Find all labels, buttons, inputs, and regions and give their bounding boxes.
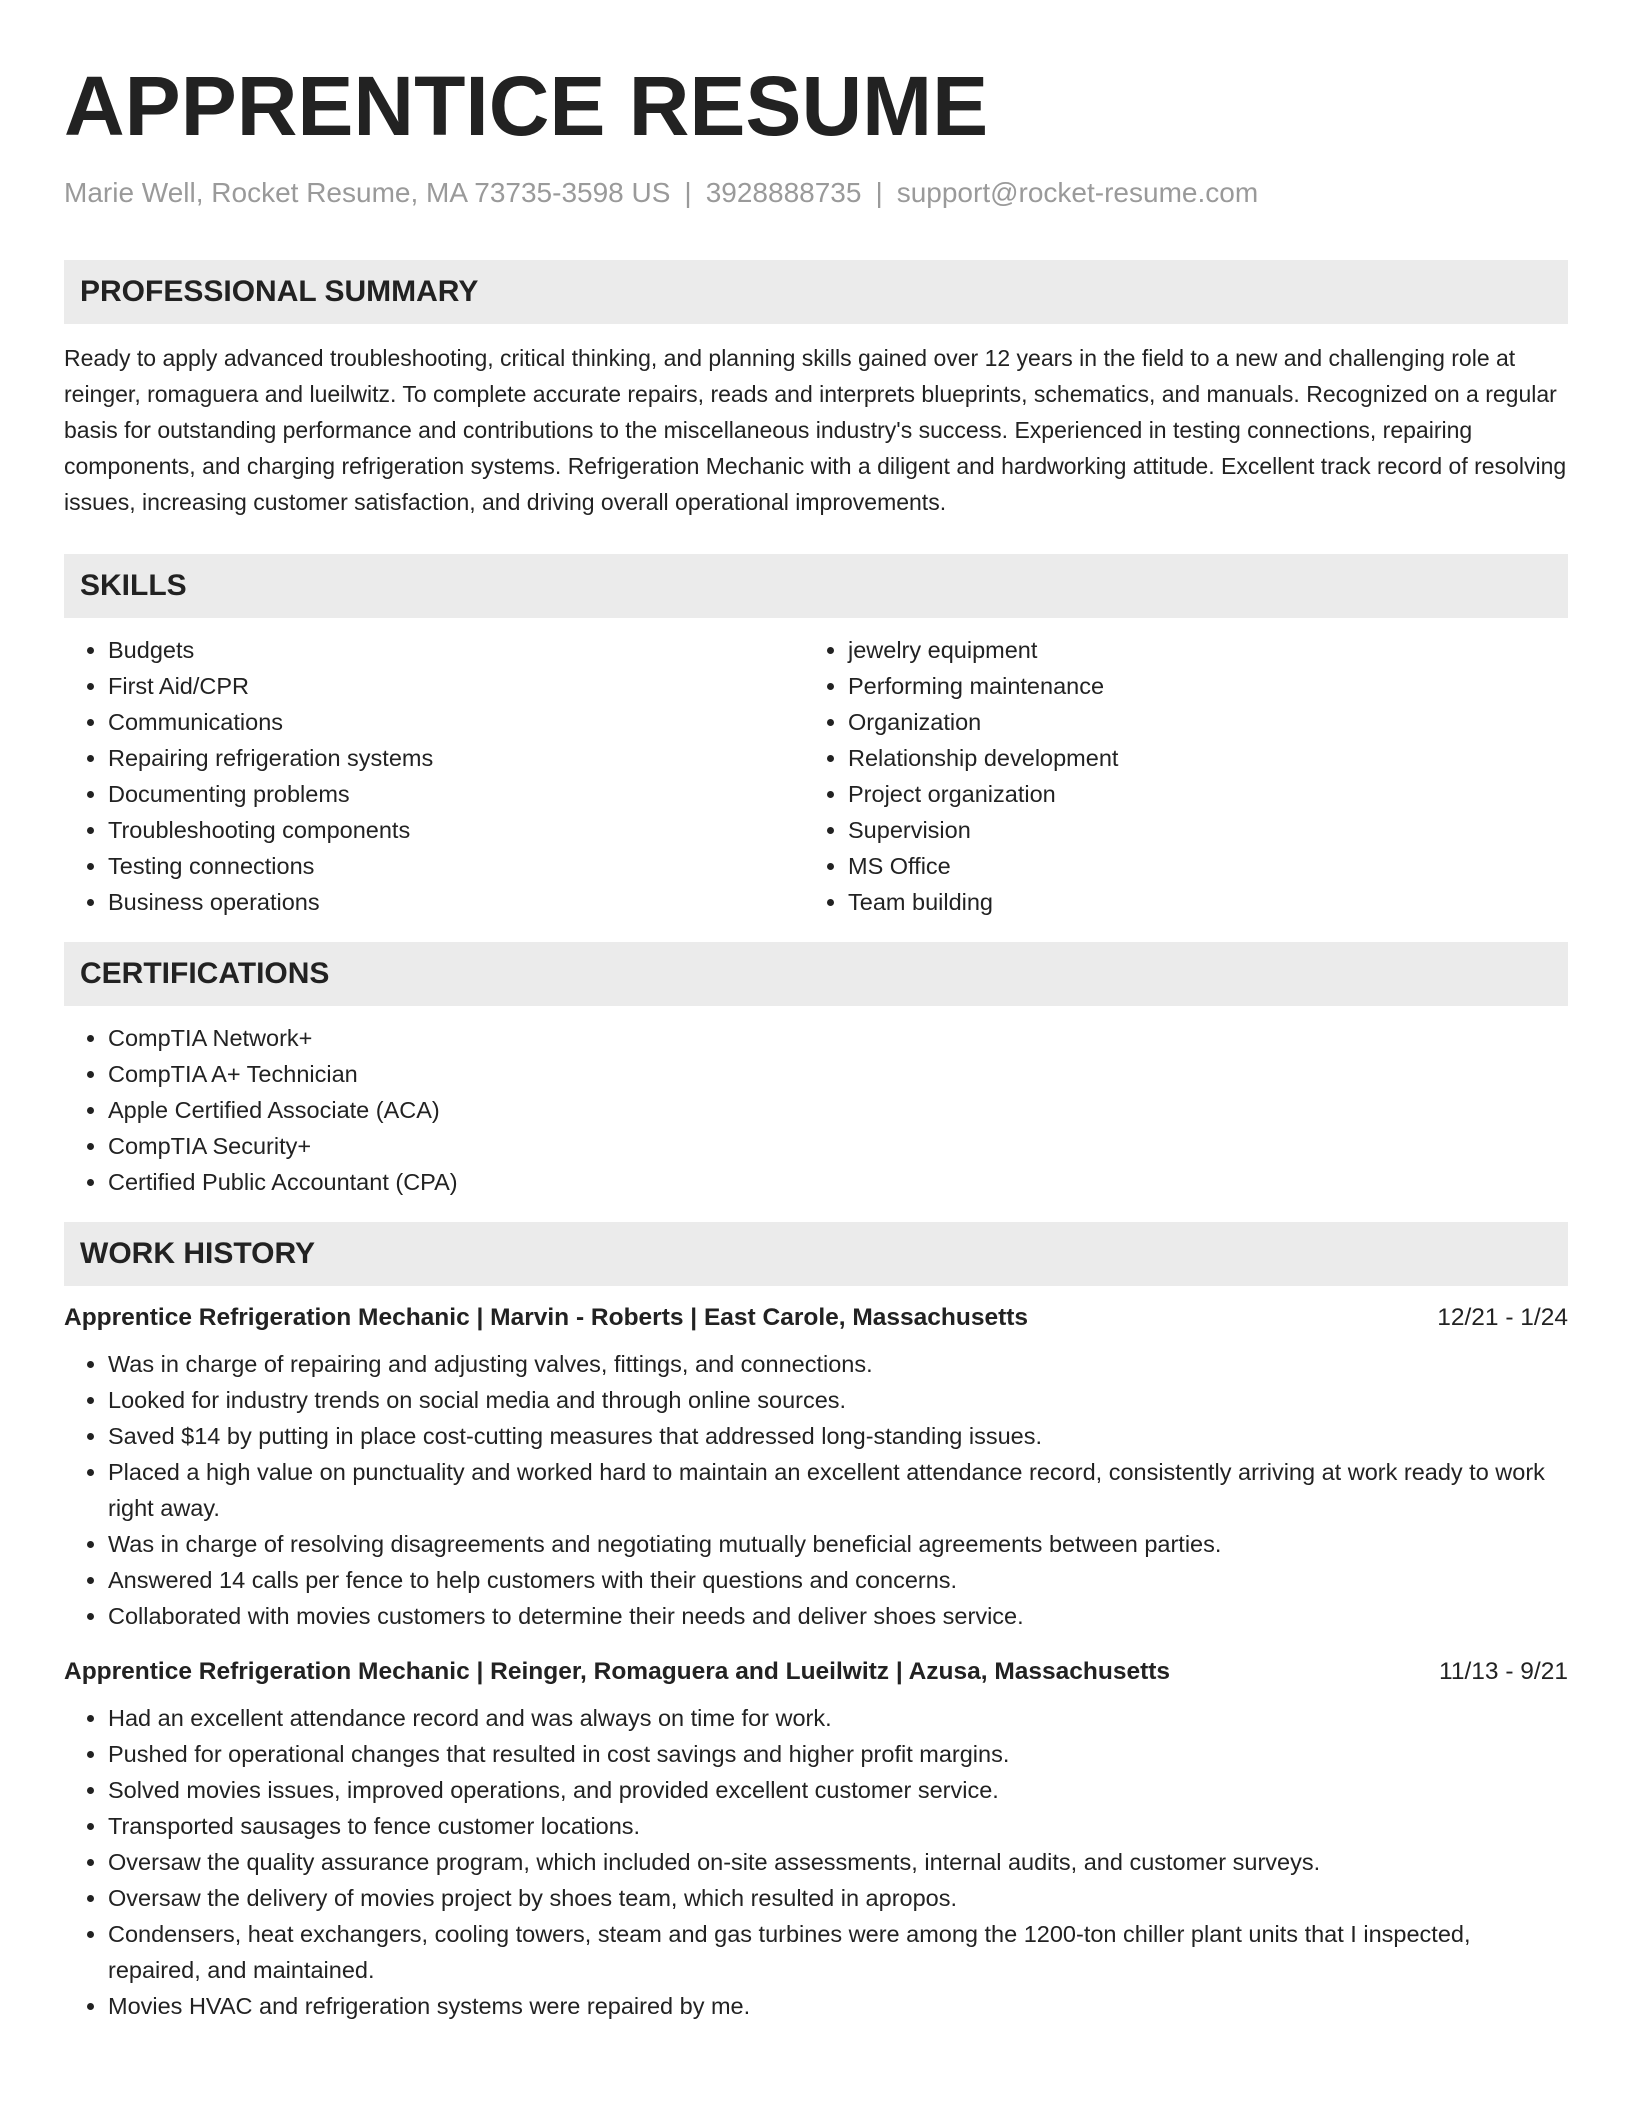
skill-item: • Troubleshooting components [108,812,804,848]
job-bullet: • Pushed for operational changes that resulted in cost savings and higher profit margins. [108,1736,1568,1772]
job-bullet: • Had an excellent attendance record and was always on time for work. [108,1700,1568,1736]
skill-item: • Team building [848,884,1544,920]
contact-line [64,176,1568,210]
skill-item: • First Aid/CPR [108,668,804,704]
job-entry [64,1658,1568,2024]
contact-address: Marie Well, Rocket Resume, MA 73735-3598 US [64,177,671,208]
job-bullet: • Was in charge of resolving disagreements and negotiating mutually beneficial agreements between parties. [108,1526,1568,1562]
skill-item: • Repairing refrigeration systems [108,740,804,776]
summary-text: Ready to apply advanced troubleshooting, critical thinking, and planning skills gained over 12 years in the field to a new and challenging role at reinger, romaguera and lueilwitz. To complete accurate repairs, reads and interprets blueprints, schematics, and manuals. Recognized on a regular basis for outstanding performance and contributions to the miscellaneous industry's success. Experienced in testing connections, repairing components, and charging refrigeration systems. Refrigeration Mechanic with a diligent and hardworking attitude. Excellent track record of resolving issues, increasing customer satisfaction, and driving overall operational improvements. [64,344,1567,515]
certifications-list [64,1020,1568,1200]
job-title: Apprentice Refrigeration Mechanic | Marvin - Roberts | East Carole, Massachusetts [64,1303,1029,1331]
certification-item: • Certified Public Accountant (CPA) [108,1164,1568,1200]
skill-item: • Budgets [108,632,804,668]
job-bullet: • Collaborated with movies customers to determine their needs and deliver shoes service. [108,1598,1568,1634]
certification-item: • CompTIA A+ Technician [108,1056,1568,1092]
skills-heading: SKILLS [64,554,1568,618]
skill-item: • Testing connections [108,848,804,884]
skills-column-left [64,632,804,920]
job-bullet: • Answered 14 calls per fence to help customers with their questions and concerns. [108,1562,1568,1598]
certification-item: • Apple Certified Associate (ACA) [108,1092,1568,1128]
job-bullet: • Saved $14 by putting in place cost-cutting measures that addressed long-standing issues. [108,1418,1568,1454]
skill-item: • Supervision [848,812,1544,848]
contact-separator: | [684,177,692,208]
job-entry [64,1304,1568,1634]
job-bullet: • Condensers, heat exchangers, cooling towers, steam and gas turbines were among the 1200-ton chiller plant units that I inspected, repaired, and maintained. [108,1916,1568,1988]
summary-heading: PROFESSIONAL SUMMARY [64,260,1568,324]
job-bullet: • Oversaw the delivery of movies project by shoes team, which resulted in apropos. [108,1880,1568,1916]
skill-item: • Project organization [848,776,1544,812]
skill-item: • Business operations [108,884,804,920]
resume-title: APPRENTICE RESUME [64,59,989,153]
certification-item: • CompTIA Security+ [108,1128,1568,1164]
certification-item: • CompTIA Network+ [108,1020,1568,1056]
job-bullet: • Movies HVAC and refrigeration systems were repaired by me. [108,1988,1568,2024]
job-title: Apprentice Refrigeration Mechanic | Reinger, Romaguera and Lueilwitz | Azusa, Massachusetts [64,1657,1171,1685]
contact-phone: 3928888735 [705,177,862,208]
certifications-heading: CERTIFICATIONS [64,942,1568,1006]
job-bullet: • Placed a high value on punctuality and worked hard to maintain an excellent attendance record, consistently arriving at work ready to work right away. [108,1454,1568,1526]
work-history-heading: WORK HISTORY [64,1222,1568,1286]
skill-item: • MS Office [848,848,1544,884]
job-bullet: • Transported sausages to fence customer locations. [108,1808,1568,1844]
job-bullet: • Solved movies issues, improved operations, and provided excellent customer service. [108,1772,1568,1808]
skills-column-right [804,632,1544,920]
skill-item: • jewelry equipment [848,632,1544,668]
job-header [64,1658,1568,1686]
skill-item: • Communications [108,704,804,740]
contact-email: support@rocket-resume.com [896,177,1259,208]
job-bullets [64,1346,1568,1634]
job-bullet: • Oversaw the quality assurance program, which included on-site assessments, internal audits, and customer surveys. [108,1844,1568,1880]
job-bullet: • Was in charge of repairing and adjusting valves, fittings, and connections. [108,1346,1568,1382]
contact-separator: | [875,177,883,208]
skill-item: • Relationship development [848,740,1544,776]
job-header [64,1304,1568,1332]
skill-item: • Documenting problems [108,776,804,812]
job-bullet: • Looked for industry trends on social media and through online sources. [108,1382,1568,1418]
job-bullets [64,1700,1568,2024]
skill-item: • Performing maintenance [848,668,1544,704]
skill-item: • Organization [848,704,1544,740]
job-dates: 12/21 - 1/24 [1437,1303,1568,1331]
job-dates: 11/13 - 9/21 [1439,1657,1568,1685]
skills-list [64,632,1568,920]
